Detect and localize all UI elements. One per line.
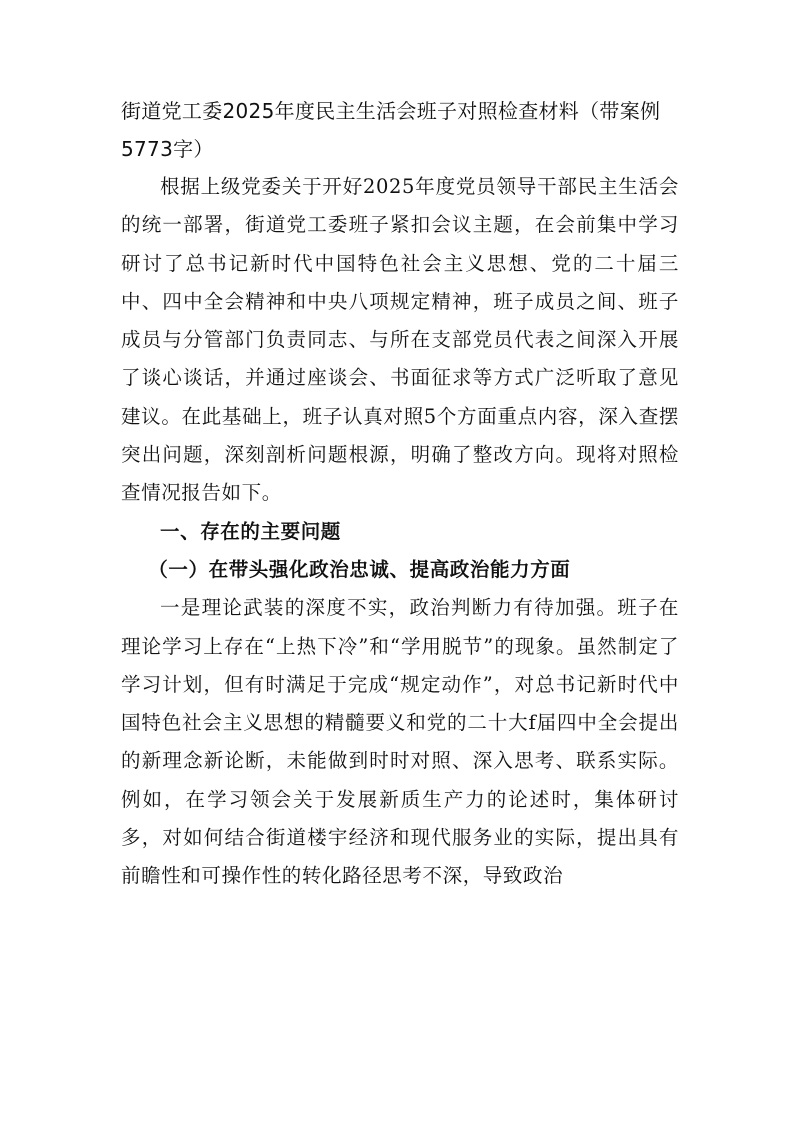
section-heading: 一、存在的主要问题: [160, 519, 341, 543]
document-title: 街道党工委2025年度民主生活会班子对照检查材料（带案例5773字）: [121, 99, 661, 161]
subsection-heading: （一）在带头强化政治忠诚、提高政治能力方面: [148, 557, 571, 581]
intro-paragraph: 根据上级党委关于开好2025年度党员领导干部民主生活会的统一部署，街道党工委班子紧扣会议主题，在会前集中学习研讨了总书记新时代中国特色社会主义思想、党的二十届三中、四中全会精神和中央八项规定精神，班子成员之间、班子成员与分管部门负责同志、与所在支部党员代表之间深入开展了谈心谈话，并通过座谈会、书面征求等方式广泛听取了意见建议。在此基础上，班子认真对照5个方面重点内容，深入查摆突出问题，深刻剖析问题根源，明确了整改方向。现将对照检查情况报告如下。: [121, 175, 679, 505]
body-paragraph: 一是理论武装的深度不实，政治判断力有待加强。班子在理论学习上存在“上热下冷”和“学用脱节”的现象。虽然制定了学习计划，但有时满足于完成“规定动作”，对总书记新时代中国特色社会主义思想的精髓要义和党的二十大f届四中全会提出的新理念新论断，未能做到时时对照、深入思考、联系实际。例如，在学习领会关于发展新质生产力的论述时，集体研讨多，对如何结合街道楼宇经济和现代服务业的实际，提出具有前瞻性和可操作性的转化路径思考不深，导致政治: [121, 596, 679, 888]
document-body: [121, 92, 679, 896]
